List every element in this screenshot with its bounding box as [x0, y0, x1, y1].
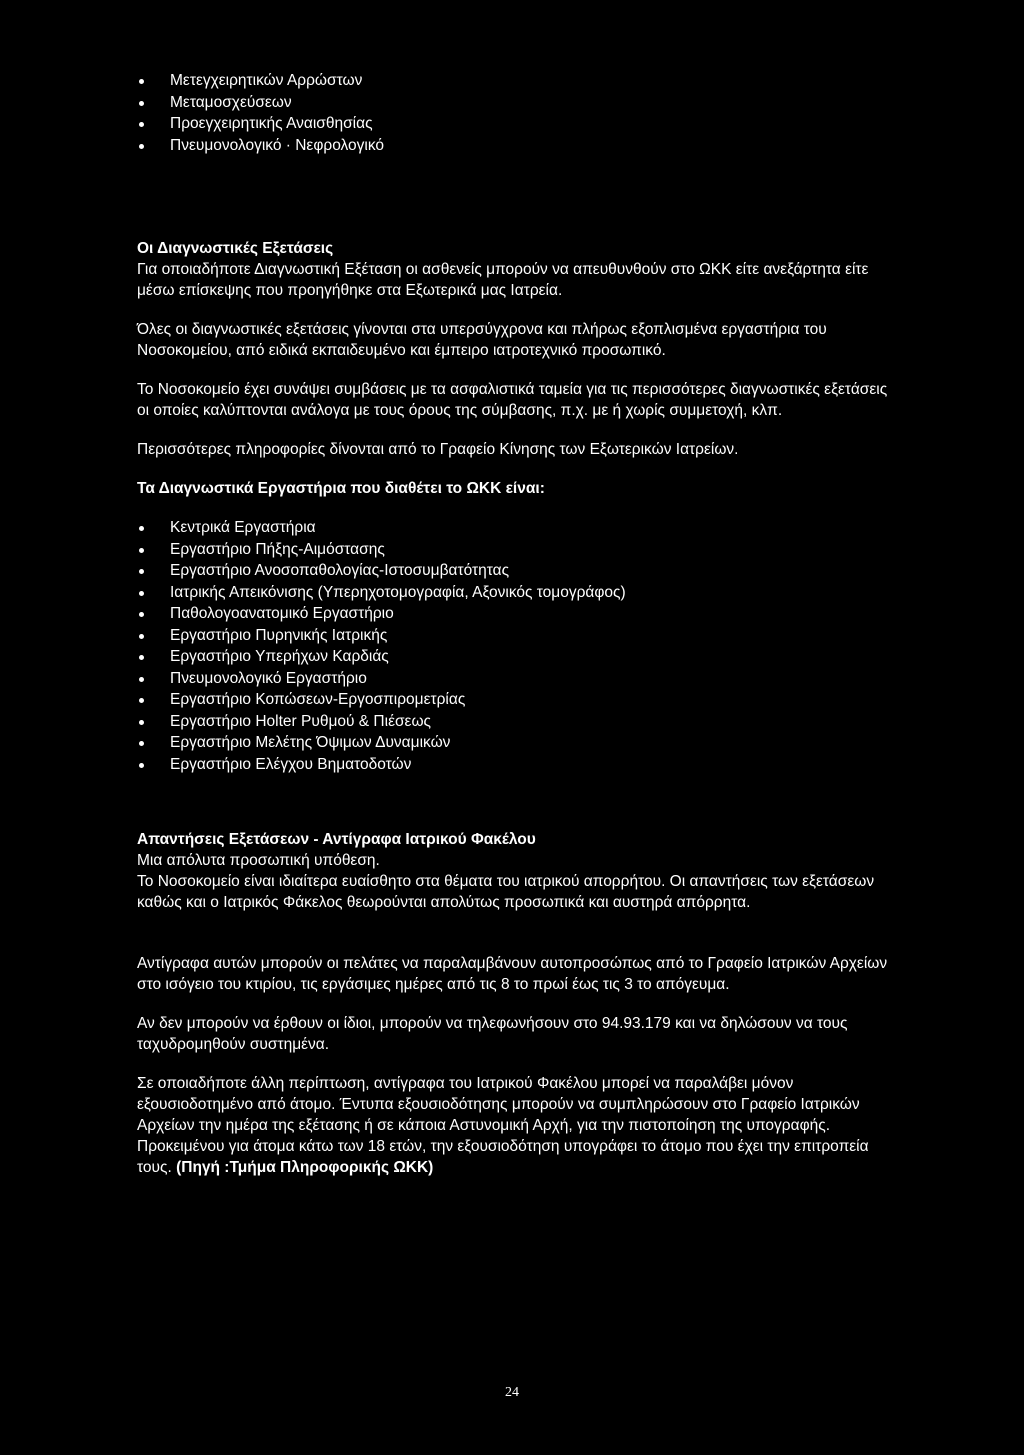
- bullet-icon: [139, 655, 144, 660]
- list-item: Παθολογοανατομικό Εργαστήριο: [137, 603, 897, 625]
- bullet-icon: [139, 698, 144, 703]
- list-item: Μεταμοσχεύσεων: [137, 92, 897, 114]
- list-item: Εργαστήριο Κοπώσεων-Εργοσπιρομετρίας: [137, 689, 897, 711]
- diagnostic-heading: Οι Διαγνωστικές Εξετάσεις: [137, 240, 334, 257]
- bullet-icon: [139, 144, 144, 149]
- bullet-icon: [139, 122, 144, 127]
- list-item: Εργαστήριο Πήξης-Αιμόστασης: [137, 539, 897, 561]
- list-item: Εργαστήριο Holter Ρυθμού & Πιέσεως: [137, 711, 897, 733]
- bullet-icon: [139, 591, 144, 596]
- diagnostic-section: [137, 238, 897, 460]
- results-paragraph-1: Το Νοσοκομείο είναι ιδιαίτερα ευαίσθητο στα θέματα του ιατρικού απορρήτου. Οι απαντήσεις των εξετάσεων καθώς και ο Ιατρικός Φάκελος θεωρούνται απολύτως προσωπικά και αυστηρά απόρρητα.: [137, 873, 875, 911]
- bullet-icon: [139, 548, 144, 553]
- top-bullet-list: [137, 70, 897, 156]
- results-heading: Απαντήσεις Εξετάσεων - Αντίγραφα Ιατρικού Φακέλου: [137, 831, 536, 848]
- results-paragraph-3: Αν δεν μπορούν να έρθουν οι ίδιοι, μπορούν να τηλεφωνήσουν στο 94.93.179 και να δηλώσουν να τους ταχυδρομηθούν συστημένα.: [137, 1015, 848, 1053]
- bullet-icon: [139, 720, 144, 725]
- bullet-icon: [139, 79, 144, 84]
- list-item: Εργαστήριο Πυρηνικής Ιατρικής: [137, 625, 897, 647]
- list-item: Πνευμονολογικό · Νεφρολογικό: [137, 135, 897, 157]
- diagnostic-paragraph-1: Για οποιαδήποτε Διαγνωστική Εξέταση οι ασθενείς μπορούν να απευθυνθούν στο ΩΚΚ είτε ανεξάρτητα είτε μέσω επίσκεψης που προηγήθηκε στα Εξωτερικά μας Ιατρεία.: [137, 261, 869, 299]
- bullet-icon: [139, 101, 144, 106]
- list-item: Κεντρικά Εργαστήρια: [137, 517, 897, 539]
- bullet-icon: [139, 569, 144, 574]
- document-page: [137, 70, 897, 1178]
- labs-section: [137, 478, 897, 775]
- list-item: Πνευμονολογικό Εργαστήριο: [137, 668, 897, 690]
- list-item: Εργαστήριο Ελέγχου Βηματοδοτών: [137, 754, 897, 776]
- bullet-icon: [139, 612, 144, 617]
- diagnostic-paragraph-4: Περισσότερες πληροφορίες δίνονται από το Γραφείο Κίνησης των Εξωτερικών Ιατρείων.: [137, 441, 739, 458]
- labs-list: [137, 517, 897, 775]
- list-item: Εργαστήριο Υπερήχων Καρδιάς: [137, 646, 897, 668]
- source-note: (Πηγή :Τμήμα Πληροφορικής ΩΚΚ): [176, 1159, 434, 1176]
- diagnostic-paragraph-2: Όλες οι διαγνωστικές εξετάσεις γίνονται στα υπερσύγχρονα και πλήρως εξοπλισμένα εργαστήρια του Νοσοκομείου, από ειδικά εκπαιδευμένο και έμπειρο ιατροτεχνικό προσωπικό.: [137, 321, 827, 359]
- diagnostic-paragraph-3: Το Νοσοκομείο έχει συνάψει συμβάσεις με τα ασφαλιστικά ταμεία για τις περισσότερες διαγνωστικές εξετάσεις οι οποίες καλύπτονται ανάλογα με τους όρους της σύμβασης, π.χ. με ή χωρίς συμμετοχή, κλπ.: [137, 381, 888, 419]
- results-paragraph-4-text: Σε οποιαδήποτε άλλη περίπτωση, αντίγραφα του Ιατρικού Φακέλου μπορεί να παραλάβει μόνον εξουσιοδοτημένο από άτομο. Έντυπα εξουσιοδότησης μπορούν να συμπληρώσουν στο Γραφείο Ιατρικών Αρχείων την ημέρα της εξέτασης ή σε κάποια Αστυνομική Αρχή, για την πιστοποίηση της υπογραφής. Προκειμένου για άτομα κάτω των 18 ετών, την εξουσιοδότηση υπογράφει το άτομο που έχει την επιτροπεία τους.: [137, 1075, 869, 1176]
- results-intro: Μια απόλυτα προσωπική υπόθεση.: [137, 852, 380, 869]
- list-item: Μετεγχειρητικών Αρρώστων: [137, 70, 897, 92]
- bullet-icon: [139, 526, 144, 531]
- labs-heading: Τα Διαγνωστικά Εργαστήρια που διαθέτει το ΩΚΚ είναι:: [137, 480, 545, 497]
- page-number: 24: [505, 1385, 519, 1400]
- results-paragraph-4: [137, 1073, 897, 1178]
- results-section: [137, 829, 897, 1178]
- bullet-icon: [139, 677, 144, 682]
- list-item: Εργαστήριο Ανοσοπαθολογίας-Ιστοσυμβατότητας: [137, 560, 897, 582]
- bullet-icon: [139, 763, 144, 768]
- results-paragraph-2: Αντίγραφα αυτών μπορούν οι πελάτες να παραλαμβάνουν αυτοπροσώπως από το Γραφείο Ιατρικών Αρχείων στο ισόγειο του κτιρίου, τις εργάσιμες ημέρες από τις 8 το πρωί έως τις 3 το απόγευμα.: [137, 955, 888, 993]
- bullet-icon: [139, 634, 144, 639]
- list-item: Προεγχειρητικής Αναισθησίας: [137, 113, 897, 135]
- bullet-icon: [139, 741, 144, 746]
- list-item: Εργαστήριο Μελέτης Όψιμων Δυναμικών: [137, 732, 897, 754]
- list-item: Ιατρικής Απεικόνισης (Υπερηχοτομογραφία, Αξονικός τομογράφος): [137, 582, 897, 604]
